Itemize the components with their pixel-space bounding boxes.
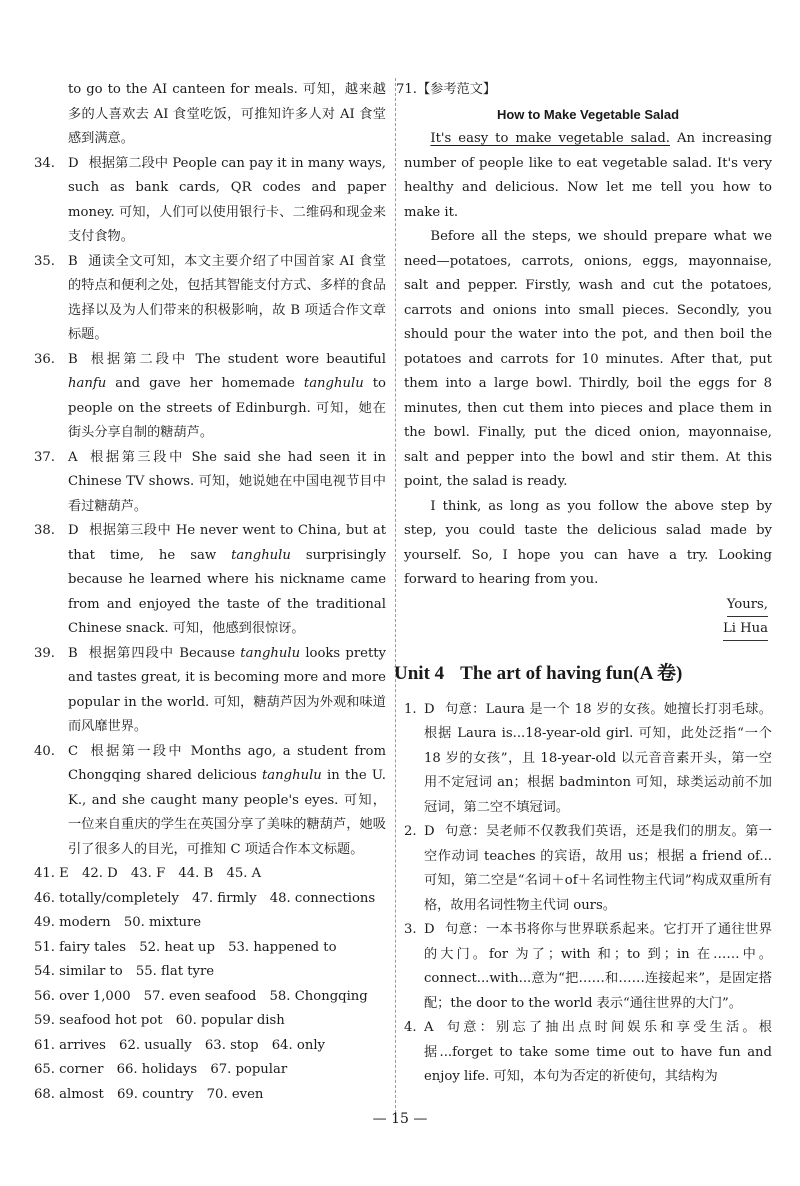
answer-39: 39. B 根据第四段中 Because tanghulu looks pretty and tastes great, it is becoming more and more popular in the world. 可知，糖葫芦因为外观和味道而风靡世界。 [34,645,386,734]
unit4-answer-1: 1. D 句意：Laura 是一个 18 岁的女孩。她擅长打羽毛球。根据 Laura is...18-year-old girl. 可知，此处泛指“一个 18 岁的女孩”，且 18-year-old 以元音音素开头，第一空用不定冠词 an；根据 badminton 可知，球类运动前不加冠词，第二空不填冠词。 [404,701,772,815]
answer-40: 40. C 根据第一段中 Months ago, a student from Chongqing shared delicious tanghulu in the U. K., and she caught many people's eyes. 可知，一位来自重庆的学生在英国分享了美味的糖葫芦，她吸引了很多人的目光，可推知 C 项适合作本文标题。 [34,743,386,857]
unit4-answer-3: 3. D 句意：一本书将你与世界联系起来。它打开了通往世界的大门。for 为了；with 和；to 到；in 在……中。connect...with...意为“把……和……连接起来”，是固定搭配；the door to the world 表示“通往世界的大门”。 [404,922,772,1011]
essay-signature: Li Hua [723,618,768,641]
essay-title: How to Make Vegetable Salad [496,106,680,122]
answers-56-58: 56. over 1,000 57. even seafood 58. Chongqing [34,988,368,1004]
lead-paragraph: to go to the AI canteen for meals. 可知，越来越多的人喜欢去 AI 食堂吃饭，可推知许多人对 AI 食堂感到满意。 [68,82,386,146]
answers-59-60: 59. seafood hot pot 60. popular dish [34,1013,285,1028]
unit4-answer-2: 2. D 句意：吴老师不仅教我们英语，还是我们的朋友。第一空作动词 teaches 的宾语，故用 us；根据 a friend of...可知，第二空是“名词＋of＋名词性物主代词”构成双重所有格，故用名词性物主代词 ours。 [404,824,772,913]
answers-68-70: 68. almost 69. country 70. even [34,1086,264,1102]
answer-37: 37. A 根据第三段中 She said she had seen it in Chinese TV shows. 可知，她说她在中国电视节目中看过糖葫芦。 [34,449,386,514]
essay-paragraph-2: Before all the steps, we should prepare what we need—potatoes, carrots, onions, eggs, mayonnaise, salt and pepper. Firstly, wash and cut the potatoes, carrots and onions into small pieces. Secondly, you should pour the water into the pot, and then boil the potatoes and carrots for 10 minutes. After that, put them into a large bowl. Thirdly, boil the eggs for 8 minutes, then cut them into pieces and place them in the bowl. Finally, put the diced onion, mayonnaise, salt and pepper into the bowl and stir them. At this point, the salad is ready. [404,229,772,489]
essay-paragraph-1: It's easy to make vegetable salad. An increasing number of people like to eat vegetable salad. It's very healthy and delicious. Now let me tell you how to make it. [404,131,773,220]
right-column [394,78,773,1090]
answers-41-45: 41. E 42. D 43. F 44. B 45. A [34,866,262,881]
reference-essay-label: 71.【参考范文】 [396,82,497,97]
essay-body [404,127,772,642]
left-column [34,78,386,1107]
answers-49-50: 49. modern 50. mixture [34,915,202,930]
essay-paragraph-3: I think, as long as you follow the above step by step, you could taste the delicious salad made by yourself. So, I hope you can have a try. Looking forward to hearing from you. [404,498,772,587]
unit4-answer-4: 4. A 句意：别忘了抽出点时间娱乐和享受生活。根据...forget to take some time out to have fun and enjoy life. 可知，本句为否定的祈使句，其结构为 [404,1020,772,1084]
column-divider [395,78,396,1118]
answers-65-67: 65. corner 66. holidays 67. popular [34,1062,288,1077]
answers-51-53: 51. fairy tales 52. heat up 53. happened to [34,939,337,955]
essay-closing: Yours, Li Hua [404,593,772,642]
answers-54-55: 54. similar to 55. flat tyre [34,964,215,979]
answer-36: 36. B 根据第二段中 The student wore beautiful hanfu and gave her homemade tanghulu to people on the streets of Edinburgh. 可知，她在街头分享自制的糖葫芦。 [34,351,386,440]
answers-61-64: 61. arrives 62. usually 63. stop 64. only [34,1037,325,1053]
answers-46-48: 46. totally/completely 47. firmly 48. connections [34,890,376,906]
answer-38: 38. D 根据第三段中 He never went to China, but at that time, he saw tanghulu surprisingly because he learned where his nickname came from and enjoyed the taste of the traditional Chinese snack. 可知，他感到很惊讶。 [34,523,386,636]
answer-35: 35. B 通读全文可知，本文主要介绍了中国首家 AI 食堂的特点和便利之处，包括其智能支付方式、多样的食品选择以及为人们带来的积极影响，故 B 项适合作文章标题。 [34,253,386,342]
answer-34: 34. D 根据第二段中 People can pay it in many ways, such as bank cards, QR codes and paper money. 可知，人们可以使用银行卡、二维码和现金来支付食物。 [34,155,386,244]
unit-heading: Unit 4 The art of having fun(A 卷) [394,662,683,684]
page-number: — 15 — [372,1111,428,1127]
